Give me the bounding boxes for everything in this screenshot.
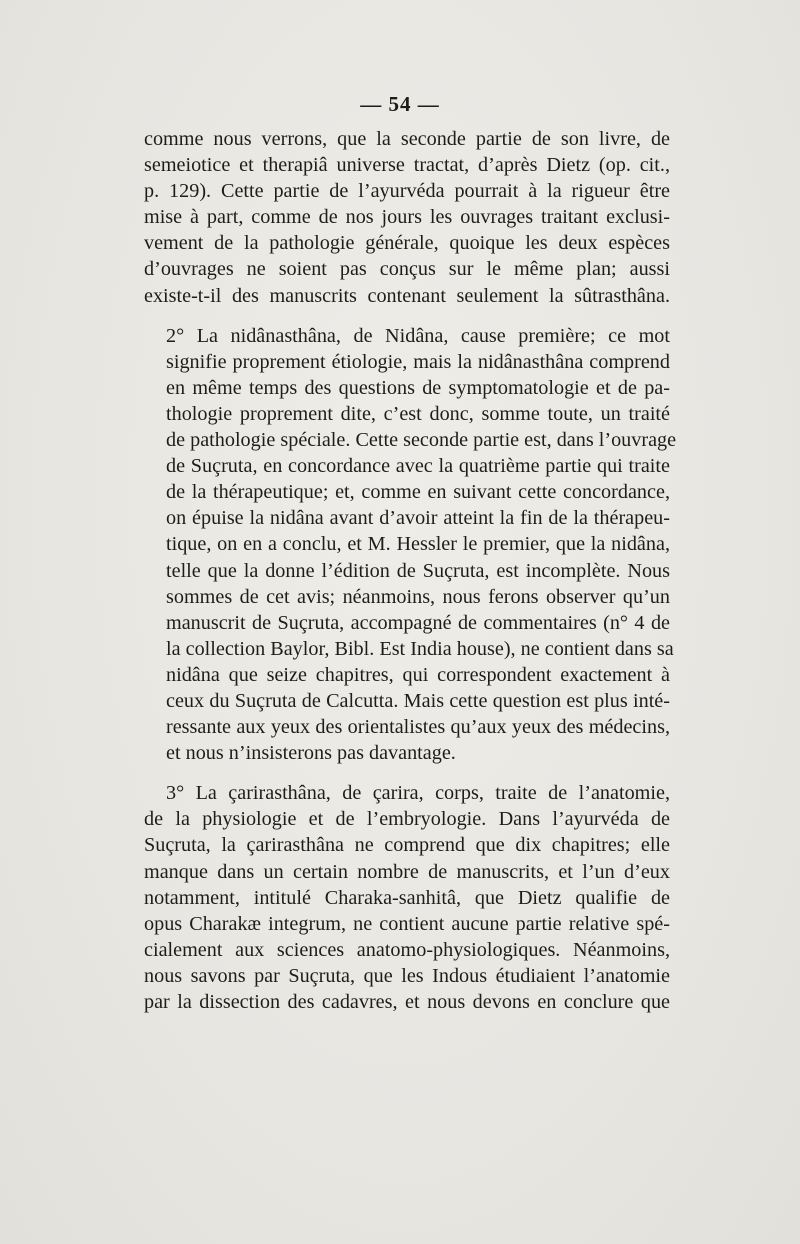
text-line: 2° La nidânasthâna, de Nidâna, cause première; ce mot	[166, 324, 670, 347]
body-text	[144, 126, 677, 1015]
page-number: — 54 —	[360, 92, 440, 116]
text-line: thologie proprement dite, c’est donc, somme toute, un traité	[166, 402, 670, 425]
text-line: mise à part, comme de nos jours les ouvrages traitant exclusi-	[144, 206, 670, 229]
text-line: de la thérapeutique; et, comme en suivant cette concordance,	[166, 481, 670, 504]
text-line: en même temps des questions de symptomatologie et de pa-	[166, 376, 670, 399]
text-line: d’ouvrages ne soient pas conçus sur le même plan; aussi	[144, 258, 670, 281]
text-line: telle que la donne l’édition de Suçruta, est incomplète. Nous	[166, 559, 670, 582]
text-line: ceux du Suçruta de Calcutta. Mais cette question est plus inté-	[166, 689, 670, 712]
text-line: de la physiologie et de l’embryologie. Dans l’ayurvéda de	[144, 808, 670, 831]
text-line: sommes de cet avis; néanmoins, nous ferons observer qu’un	[166, 585, 670, 608]
text-line: p. 129). Cette partie de l’ayurvéda pourrait à la rigueur être	[144, 180, 670, 203]
text-line: on épuise la nidâna avant d’avoir atteint la fin de la thérapeu-	[166, 507, 670, 530]
text-line: tique, on en a conclu, et M. Hessler le premier, que la nidâna,	[166, 533, 670, 556]
text-line: par la dissection des cadavres, et nous devons en conclure que	[144, 991, 670, 1013]
text-line: semeiotice et therapiâ universe tractat, d’après Dietz (op. cit.,	[144, 154, 670, 177]
text-line: manque dans un certain nombre de manuscrits, et l’un d’eux	[144, 860, 670, 883]
text-line: signifie proprement étiologie, mais la nidânasthâna comprend	[166, 350, 670, 373]
text-line: Suçruta, la çarirasthâna ne comprend que dix chapitres; elle	[144, 834, 670, 857]
text-line: notamment, intitulé Charaka-sanhitâ, que Dietz qualifie de	[144, 886, 670, 909]
text-line: de pathologie spéciale. Cette seconde partie est, dans l’ouvrage	[166, 429, 677, 452]
text-line: manuscrit de Suçruta, accompagné de commentaires (n° 4 de	[166, 611, 670, 634]
text-line: comme nous verrons, que la seconde partie de son livre, de	[144, 128, 670, 150]
text-line: la collection Baylor, Bibl. Est India house), ne contient dans sa	[166, 637, 674, 660]
text-line: vement de la pathologie générale, quoique les deux espèces	[144, 232, 670, 255]
text-line: ressante aux yeux des orientalistes qu’aux yeux des médecins,	[166, 716, 670, 739]
text-line: nidâna que seize chapitres, qui correspondent exactement à	[166, 663, 670, 686]
text-line: nous savons par Suçruta, que les Indous étudiaient l’anatomie	[144, 964, 670, 987]
text-line: et nous n’insisterons pas davantage.	[166, 742, 456, 765]
text-line: cialement aux sciences anatomo-physiologiques. Néanmoins,	[144, 938, 670, 961]
text-line: 3° La çarirasthâna, de çarira, corps, traite de l’anatomie,	[166, 782, 670, 805]
paragraph-3	[144, 780, 670, 1015]
paragraph-1	[144, 126, 670, 309]
text-line: opus Charakæ integrum, ne contient aucune partie relative spé-	[144, 912, 670, 935]
text-line: existe-t-il des manuscrits contenant seulement la sûtrasthâna.	[144, 284, 670, 307]
paragraph-2	[144, 323, 677, 767]
text-line: de Suçruta, en concordance avec la quatrième partie qui traite	[166, 455, 670, 478]
